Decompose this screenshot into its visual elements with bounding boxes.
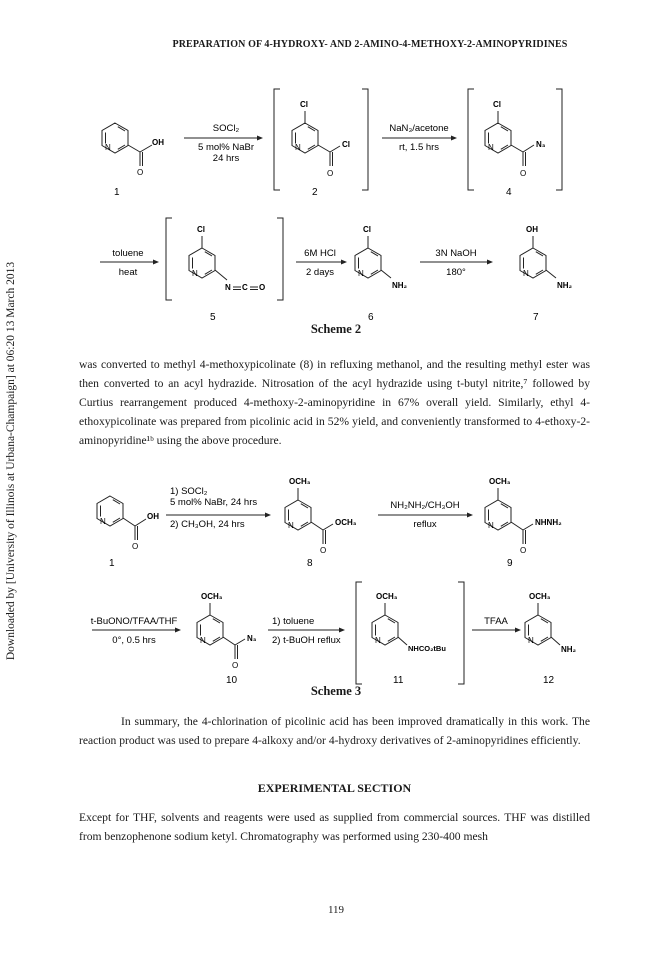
reagent-text: heat [118, 267, 138, 278]
compound-10-structure [197, 592, 257, 670]
svg-text:N: N [528, 636, 534, 645]
paragraph: was converted to methyl 4-methoxypicolinate (8) in refluxing methanol, and the resulting methyl ester was then converted to an acyl hydrazide. Nitrosation of the acyl hydrazide using t-butyl nitrite,⁷ followed by Curtius rearrangement produced 4-methoxy-2-aminopyridine in 67% overall yield. Similarly, ethyl 4-ethoxypicolinate was prepared from picolinic acid in 52% yield, and conveniently transformed to 4-ethoxy-2-aminopyridine¹ᵇ using the above procedure. [79, 358, 590, 447]
compound-label: 8 [307, 558, 313, 569]
reagent-text: 24 hrs [212, 153, 240, 164]
svg-text:NH₂: NH₂ [392, 281, 408, 290]
svg-text:O: O [132, 542, 139, 551]
svg-text:Cl: Cl [493, 100, 501, 109]
reagent-text: NH₂NH₂/CH₃OH [390, 500, 460, 511]
svg-text:N₃: N₃ [536, 140, 546, 149]
scheme-3-title: Scheme 3 [310, 684, 362, 698]
running-header: PREPARATION OF 4-HYDROXY- AND 2-AMINO-4-METHOXY-2-AMINOPYRIDINES [172, 39, 568, 50]
compound-9-structure [485, 477, 562, 555]
download-notice-text: Downloaded by [University of Illinois at Urbana-Champaign] at 06:20 13 March 2013 [5, 261, 17, 661]
svg-text:OCH₃: OCH₃ [489, 477, 511, 486]
reagent-text: 5 mol% NaBr, 24 hrs [170, 497, 258, 508]
svg-text:OH: OH [152, 138, 164, 147]
reagent-text: t-BuONO/TFAA/THF [90, 616, 178, 627]
svg-text:N: N [225, 283, 231, 292]
svg-text:N: N [358, 269, 364, 278]
compound-label: 12 [543, 675, 555, 686]
compound-1-structure [97, 496, 159, 551]
compound-label: 9 [507, 558, 513, 569]
reagent-text: 1) SOCl₂ [170, 486, 208, 497]
svg-text:N: N [295, 143, 301, 152]
reagent-text: 2) t-BuOH reflux [272, 635, 341, 646]
svg-text:O: O [259, 283, 266, 292]
svg-text:O: O [327, 169, 334, 178]
section-heading: EXPERIMENTAL SECTION [257, 781, 412, 795]
svg-text:OH: OH [147, 512, 159, 521]
reagent-text: rt, 1.5 hrs [398, 142, 440, 153]
svg-text:O: O [232, 661, 239, 670]
svg-text:N: N [375, 636, 381, 645]
reagent-text: NaN₃/acetone [389, 123, 449, 134]
svg-text:Cl: Cl [197, 225, 205, 234]
reagent-text: 3N NaOH [435, 248, 477, 259]
svg-text:O: O [520, 546, 527, 555]
svg-text:N: N [488, 143, 494, 152]
reagent-text: reflux [413, 519, 437, 530]
compound-label: 10 [226, 675, 238, 686]
svg-text:OCH₃: OCH₃ [289, 477, 311, 486]
compound-11-structure [372, 592, 446, 653]
compound-label: 6 [368, 312, 374, 323]
svg-text:N: N [288, 521, 294, 530]
compound-label: 4 [506, 187, 512, 198]
svg-text:N₃: N₃ [247, 634, 257, 643]
compound-label: 1 [109, 558, 115, 569]
compound-8-structure [285, 477, 357, 555]
svg-text:N: N [192, 269, 198, 278]
bracket-right [458, 582, 464, 684]
compound-label: 7 [533, 312, 539, 323]
svg-text:Cl: Cl [342, 140, 350, 149]
paragraph: In summary, the 4-chlorination of picolinic acid has been improved dramatically in this work. The reaction product was used to prepare 4-alkoxy and/or 4-hydroxy derivatives of 2-aminopyridines efficiently. [79, 715, 590, 747]
reagent-text: toluene [112, 248, 144, 259]
compound-label: 1 [114, 187, 120, 198]
svg-text:OCH₃: OCH₃ [201, 592, 223, 601]
reagent-text: SOCl₂ [212, 123, 240, 134]
svg-text:N: N [105, 143, 111, 152]
reagent-text: 180° [446, 267, 466, 278]
svg-text:O: O [137, 168, 144, 177]
scheme-2-title: Scheme 2 [310, 322, 362, 336]
svg-text:O: O [520, 169, 527, 178]
paragraph: Except for THF, solvents and reagents were used as supplied from commercial sources. THF was distilled from benzophenone sodium ketyl. Chromatography was performed using 230-400 mesh [79, 811, 590, 843]
svg-text:OCH₃: OCH₃ [376, 592, 398, 601]
bracket-left [356, 582, 362, 684]
svg-text:OH: OH [526, 225, 538, 234]
svg-text:N: N [488, 521, 494, 530]
compound-label: 11 [393, 675, 404, 686]
svg-text:N: N [200, 636, 206, 645]
svg-text:Cl: Cl [363, 225, 371, 234]
reagent-text: 6M HCl [304, 248, 336, 259]
svg-text:O: O [320, 546, 327, 555]
svg-text:C: C [242, 283, 248, 292]
compound-12-structure [525, 592, 577, 654]
svg-text:NH₂: NH₂ [561, 645, 577, 654]
svg-text:NHCO₂tBu: NHCO₂tBu [408, 644, 446, 653]
svg-text:N: N [523, 269, 529, 278]
svg-text:NH₂: NH₂ [557, 281, 573, 290]
reagent-text: TFAA [484, 616, 508, 627]
svg-text:Cl: Cl [300, 100, 308, 109]
reagent-text: 2 days [306, 267, 334, 278]
svg-text:OCH₃: OCH₃ [529, 592, 551, 601]
compound-label: 5 [210, 312, 216, 323]
reagent-text: 2) CH₃OH, 24 hrs [170, 519, 245, 530]
svg-text:NHNH₂: NHNH₂ [535, 518, 562, 527]
reagent-text: 5 mol% NaBr [198, 142, 254, 153]
svg-text:N: N [100, 517, 106, 526]
page-number: 119 [327, 904, 345, 916]
reagent-text: 1) toluene [272, 616, 315, 627]
svg-text:OCH₃: OCH₃ [335, 518, 357, 527]
compound-label: 2 [312, 187, 318, 198]
reagent-text: 0°, 0.5 hrs [112, 635, 156, 646]
